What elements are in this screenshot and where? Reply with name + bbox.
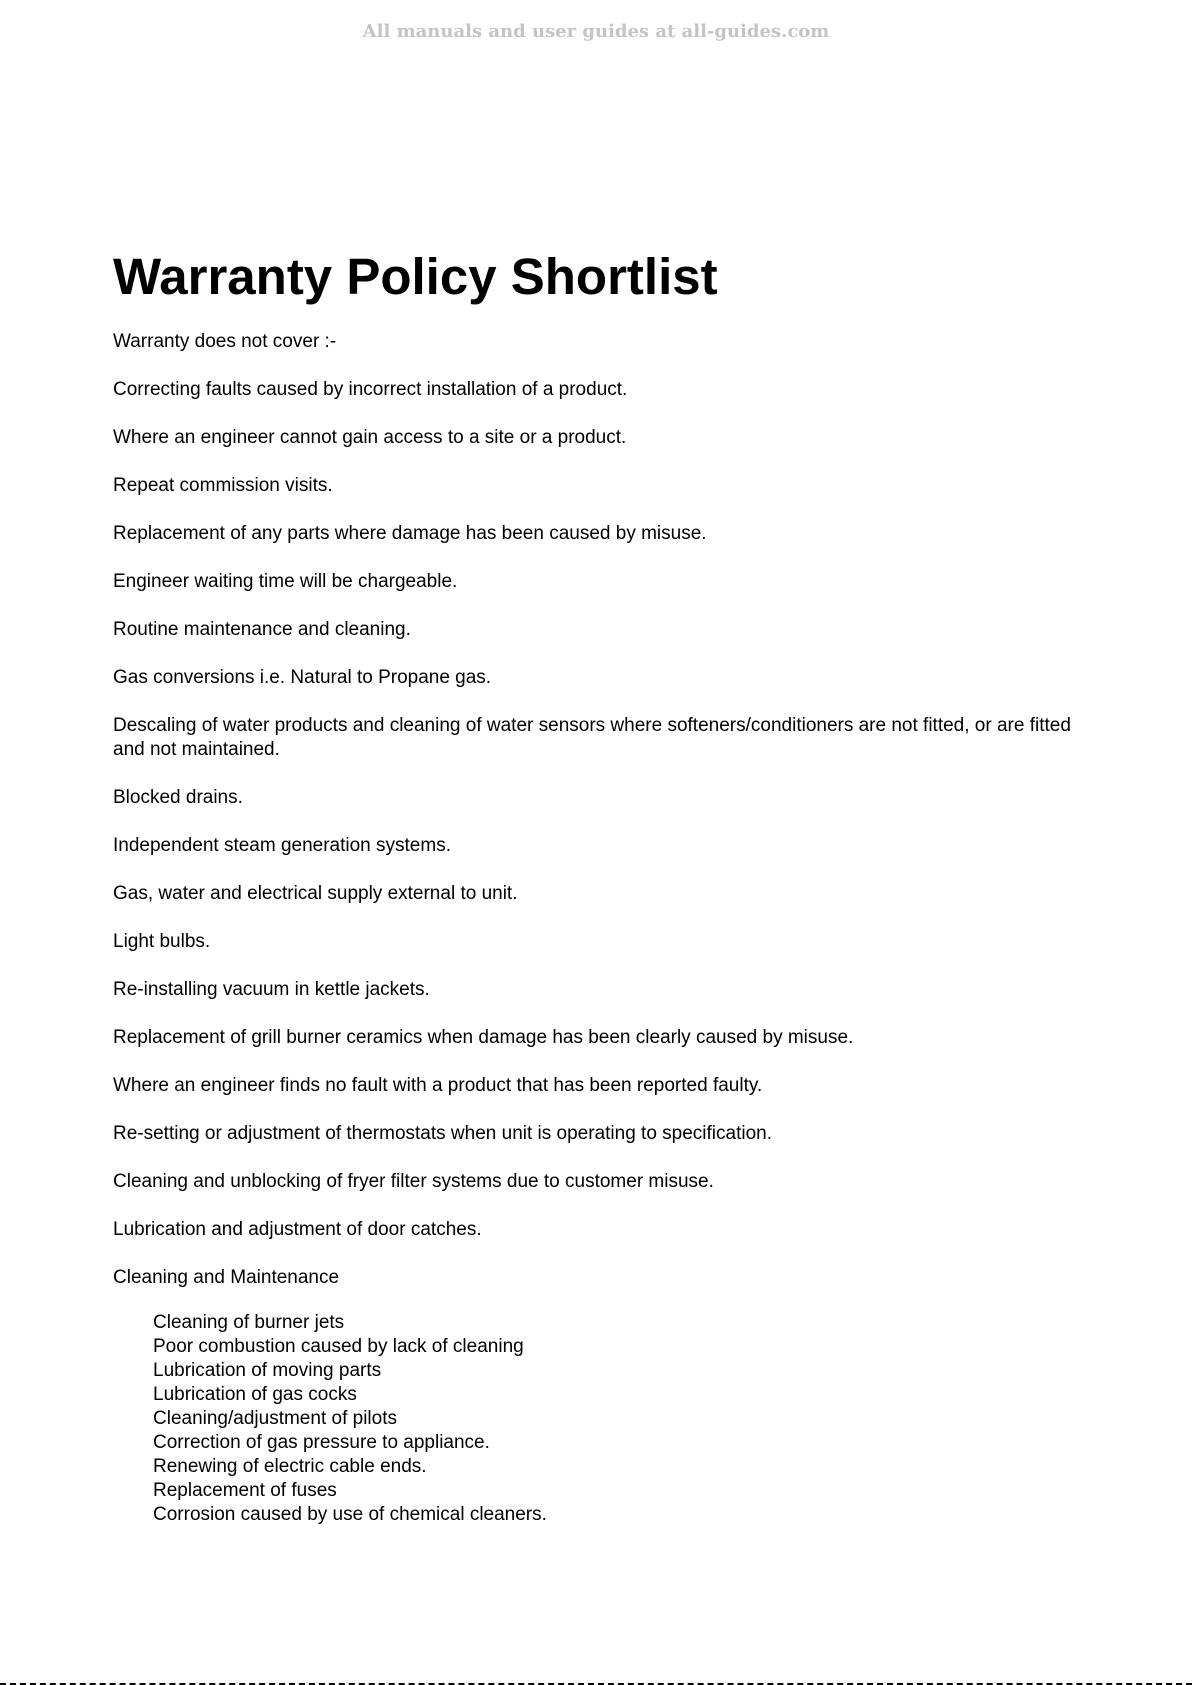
cleaning-maintenance-list <box>153 1311 1088 1527</box>
exclusion-item: Lubrication and adjustment of door catches. <box>113 1219 482 1240</box>
exclusion-item: Replacement of grill burner ceramics when damage has been clearly caused by misuse. <box>113 1027 854 1048</box>
exclusion-item: Where an engineer cannot gain access to a site or a product. <box>113 427 627 448</box>
cleaning-maintenance-group <box>113 1311 1088 1527</box>
exclusion-item: Re-setting or adjustment of thermostats when unit is operating to specification. <box>113 1123 773 1144</box>
cleaning-maintenance-item: Cleaning/adjustment of pilots <box>153 1408 397 1429</box>
exclusion-item: Light bulbs. <box>113 931 211 952</box>
cleaning-maintenance-item: Corrosion caused by use of chemical cleaners. <box>153 1504 547 1525</box>
page-title: Warranty Policy Shortlist <box>113 248 718 305</box>
cleaning-maintenance-item: Lubrication of gas cocks <box>153 1384 357 1405</box>
cleaning-maintenance-item: Cleaning of burner jets <box>153 1312 345 1333</box>
cleaning-maintenance-item: Renewing of electric cable ends. <box>153 1456 427 1477</box>
exclusion-item: Routine maintenance and cleaning. <box>113 619 411 640</box>
document-body <box>113 246 1088 1525</box>
exclusion-item: Engineer waiting time will be chargeable. <box>113 571 458 592</box>
exclusion-item: Blocked drains. <box>113 787 243 808</box>
exclusion-item: Descaling of water products and cleaning of water sensors where softeners/conditioners are not fitted, or are fitted and not maintained. <box>113 715 1071 760</box>
exclusion-item: Cleaning and unblocking of fryer filter systems due to customer misuse. <box>113 1171 714 1192</box>
cleaning-maintenance-item: Poor combustion caused by lack of cleaning <box>153 1336 524 1357</box>
cleaning-maintenance-item: Correction of gas pressure to appliance. <box>153 1432 490 1453</box>
exclusion-item: Gas conversions i.e. Natural to Propane gas. <box>113 667 492 688</box>
cleaning-maintenance-item: Replacement of fuses <box>153 1480 337 1501</box>
exclusion-item: Independent steam generation systems. <box>113 835 451 856</box>
exclusion-item: Repeat commission visits. <box>113 475 333 496</box>
exclusion-list <box>113 378 1088 1551</box>
exclusion-item: Where an engineer finds no fault with a product that has been reported faulty. <box>113 1075 763 1096</box>
exclusion-item: Replacement of any parts where damage has been caused by misuse. <box>113 523 707 544</box>
watermark-text: All manuals and user guides at all-guides.com <box>362 21 830 42</box>
exclusion-item: Gas, water and electrical supply external to unit. <box>113 883 518 904</box>
exclusion-item: Correcting faults caused by incorrect installation of a product. <box>113 379 628 400</box>
intro-text: Warranty does not cover :- <box>113 331 337 352</box>
cleaning-maintenance-item: Lubrication of moving parts <box>153 1360 382 1381</box>
cleaning-maintenance-heading: Cleaning and Maintenance <box>113 1267 340 1288</box>
exclusion-item: Re-installing vacuum in kettle jackets. <box>113 979 430 1000</box>
